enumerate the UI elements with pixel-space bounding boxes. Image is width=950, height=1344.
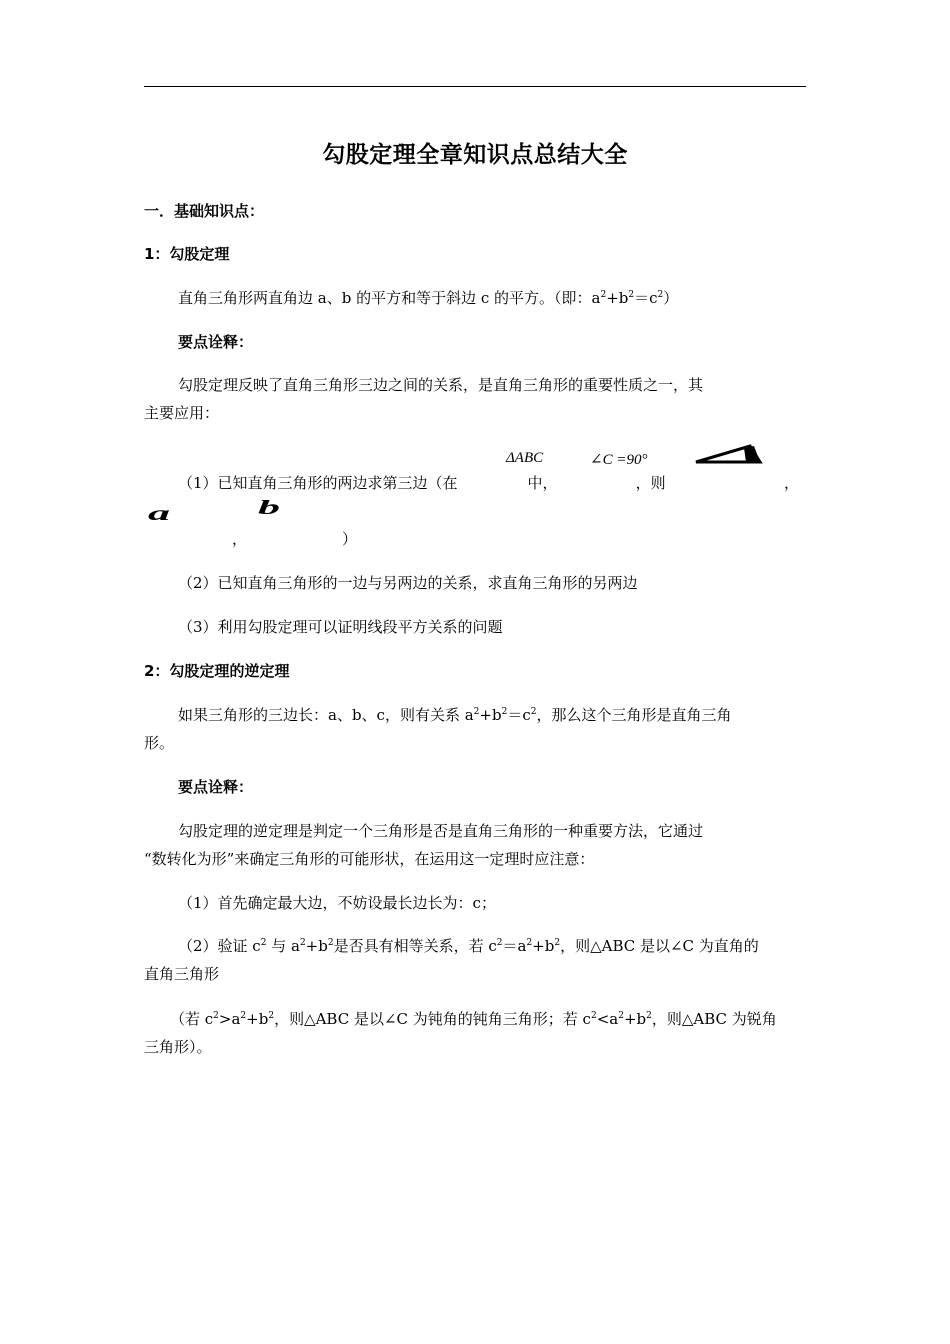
converse-statement-line1: 如果三角形的三边长：a、b、c，则有关系 $a^2+b^2=c^2$，那么这个三角形是直角三角 [178, 706, 732, 724]
page-title: 勾股定理全章知识点总结大全 [322, 142, 628, 168]
header-rule [144, 86, 806, 87]
note-2-line2: 直角三角形 [144, 965, 220, 983]
application-1-close-paren: ） [342, 530, 358, 548]
paragraph-applications-line2: 主要应用： [144, 404, 220, 422]
math-angle-c-90: ∠C =90° [590, 452, 648, 468]
note-1: （1）首先确定最大边，不妨设最长边长为：c； [178, 894, 496, 912]
subheading-converse-theorem: 2：勾股定理的逆定理 [144, 662, 290, 680]
key-points-label-1: 要点诠释： [178, 333, 254, 351]
formula-letter-a: a [148, 502, 170, 525]
application-3: （3）利用勾股定理可以证明线段平方关系的问题 [178, 618, 503, 636]
application-2: （2）已知直角三角形的一边与另两边的关系，求直角三角形的另两边 [178, 574, 638, 592]
subheading-pythagorean-theorem: 1：勾股定理 [144, 245, 230, 263]
note-3-line1: （若 $c^2>a^2+b^2$，则△ABC 是以∠C 为钝角的钝角三角形；若 $c^2<a^2+b^2$，则△ABC 为锐角 [170, 1010, 777, 1028]
math-triangle-abc: ΔABC [506, 450, 544, 466]
converse-statement-line2: 形。 [144, 734, 175, 752]
converse-explanation-line2: “数转化为形”来确定三角形的可能形状，在运用这一定理时应注意： [144, 850, 595, 868]
application-1-comma-2: ， [232, 530, 248, 548]
note-2-line1: （2）验证 $c^2$ 与 $a^2+b^2$是否具有相等关系，若 $c^2=a^2+b^2$，则△ABC 是以∠C 为直角的 [178, 937, 759, 955]
key-points-label-2: 要点诠释： [178, 778, 254, 796]
triangle-formula-glyph [694, 444, 764, 466]
converse-explanation-line1: 勾股定理的逆定理是判定一个三角形是否是直角三角形的一种重要方法，它通过 [178, 822, 704, 840]
paragraph-applications-line1: 勾股定理反映了直角三角形三边之间的关系，是直角三角形的重要性质之一，其 [178, 376, 704, 394]
note-3-line2: 三角形）。 [144, 1038, 212, 1056]
theorem-statement: 直角三角形两直角边 a、b 的平方和等于斜边 c 的平方。（即：$a^2+b^2=c^2$） [178, 289, 679, 307]
application-1-comma-1: ， [784, 474, 800, 492]
formula-letter-b: b [258, 496, 280, 519]
application-1-line: （1）已知直角三角形的两边求第三边（在 中， ，则 [178, 474, 666, 492]
section-heading-basics: 一．基础知识点： [144, 202, 265, 220]
